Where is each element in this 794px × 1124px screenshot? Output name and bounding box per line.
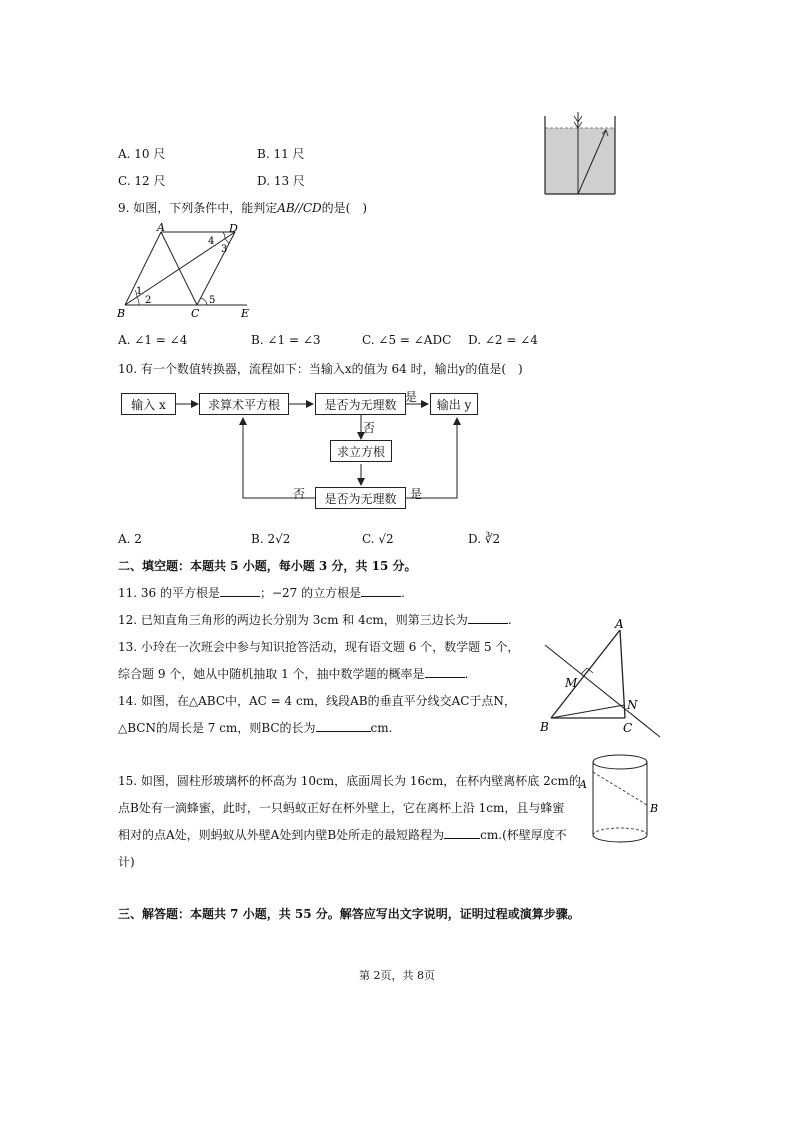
q12-part2: . xyxy=(507,613,512,627)
angle-arc-2 xyxy=(137,297,139,305)
flow-sqrt-box: 求算术平方根 xyxy=(199,393,289,415)
flow-input-box: 输入 x xyxy=(121,393,176,415)
q15-line3-end: cm.(杯壁厚度不 xyxy=(480,828,567,842)
label-angle-3: 3 xyxy=(221,244,228,255)
line-ab xyxy=(125,232,161,305)
angle-arc-4 xyxy=(223,232,225,239)
q9-option-d: D. ∠2 = ∠4 xyxy=(468,333,538,347)
q9-stem-suffix: 的是( ) xyxy=(321,201,368,215)
water-region xyxy=(545,128,615,194)
flow-yes-label-1: 是 xyxy=(405,390,418,404)
flow-yes-label-2: 是 xyxy=(410,487,423,501)
q14-triangle-figure xyxy=(535,615,670,740)
label-angle-4: 4 xyxy=(208,236,215,247)
label-a: A xyxy=(157,222,165,234)
page-footer: 第 2页，共 8页 xyxy=(359,969,435,982)
q15-line4: 计) xyxy=(118,855,135,869)
q14-line2-text: △BCN的周长是 7 cm，则BC的长为 xyxy=(118,721,316,735)
line-dc xyxy=(197,232,235,305)
q10-option-b: B. 2√2 xyxy=(251,532,291,546)
q9-parallelogram-figure xyxy=(115,222,255,318)
q13-line2-end: . xyxy=(464,667,469,681)
q11 xyxy=(118,584,405,601)
q11-part3: . xyxy=(401,586,405,600)
q9-option-b: B. ∠1 = ∠3 xyxy=(251,333,321,347)
label-c: C xyxy=(623,721,633,735)
q13-line2 xyxy=(118,665,468,682)
label-b: B xyxy=(117,307,126,318)
side-ab xyxy=(551,630,620,718)
q14-line1: 14. 如图，在△ABC中，AC = 4 cm，线段AB的垂直平分线交AC于点N， xyxy=(118,694,516,708)
q9-option-c: C. ∠5 = ∠ADC xyxy=(362,333,452,347)
label-angle-2: 2 xyxy=(145,295,152,306)
q11-part1: 11. 36 的平方根是 xyxy=(118,586,220,600)
section-3-title: 三、解答题：本题共 7 小题，共 55 分。解答应写出文字说明，证明过程或演算步骤。 xyxy=(118,907,580,921)
flow-irrational-box-1: 是否为无理数 xyxy=(315,393,406,415)
q9-stem xyxy=(118,199,367,216)
q12 xyxy=(118,611,512,628)
cylinder-bottom-back xyxy=(593,828,647,835)
q10-option-d: D. ∛2 xyxy=(468,532,501,546)
line-ac xyxy=(161,232,197,305)
q10-option-c: C. √2 xyxy=(362,532,394,546)
q13-line1: 13. 小玲在一次班会中参与知识抢答活动，现有语文题 6 个，数学题 5 个， xyxy=(118,640,520,654)
q15-blank xyxy=(444,828,480,839)
path-a-to-b xyxy=(593,772,647,805)
q8-option-d: D. 13 尺 xyxy=(257,174,305,188)
perpendicular-bisector xyxy=(545,645,660,737)
q11-blank-1 xyxy=(220,586,260,597)
q10-stem: 10. 有一个数值转换器，流程如下：当输入x的值为 64 时，输出y的值是( ) xyxy=(118,362,523,376)
q9-stem-prefix: 9. 如图，下列条件中，能判定 xyxy=(118,201,278,215)
q14-line2 xyxy=(118,719,392,736)
flow-irrational-box-2: 是否为无理数 xyxy=(315,487,406,509)
label-angle-1: 1 xyxy=(136,286,143,297)
segment-bn xyxy=(551,705,624,718)
cylinder-bottom-front xyxy=(593,835,647,842)
q11-part2: ；−27 的立方根是 xyxy=(259,586,362,600)
q15-line3 xyxy=(118,826,567,843)
q10-option-a: A. 2 xyxy=(118,532,142,546)
label-b: B xyxy=(650,802,659,815)
q13-line2-text: 综合题 9 个，她从中随机抽取 1 个，抽中数学题的概率是 xyxy=(118,667,425,681)
flow-no-label-1: 否 xyxy=(363,421,376,435)
q8-option-a: A. 10 尺 xyxy=(118,147,166,161)
label-n: N xyxy=(627,698,638,712)
q9-option-a: A. ∠1 = ∠4 xyxy=(118,333,188,347)
q15-cylinder-figure xyxy=(575,750,665,850)
q9-stem-math: AB//CD xyxy=(277,201,322,215)
q12-part1: 12. 已知直角三角形的两边长分别为 3cm 和 4cm，则第三边长为 xyxy=(118,613,468,627)
q14-blank xyxy=(316,721,371,732)
q8-option-c: C. 12 尺 xyxy=(118,174,166,188)
q11-blank-2 xyxy=(361,586,401,597)
flow-cbrt-box: 求立方根 xyxy=(330,440,392,462)
q15-line2: 点B处有一滴蜂蜜，此时，一只蚂蚁正好在杯外壁上，它在离杯上沿 1cm，且与蜂蜜 xyxy=(118,801,565,815)
label-b: B xyxy=(540,720,549,734)
flow-output-box: 输出 y xyxy=(430,393,478,415)
angle-arc-5 xyxy=(201,298,207,305)
label-m: M xyxy=(565,676,578,690)
label-c: C xyxy=(191,307,200,318)
label-a: A xyxy=(615,617,624,631)
q14-line2-end: cm. xyxy=(370,721,393,735)
q13-blank xyxy=(425,667,465,678)
q15-line1: 15. 如图，圆柱形玻璃杯的杯高为 10cm，底面周长为 16cm，在杯内壁离杯底 2cm的 xyxy=(118,774,581,788)
section-2-title: 二、填空题：本题共 5 小题，每小题 3 分，共 15 分。 xyxy=(118,559,417,573)
flow-no-label-2: 否 xyxy=(293,487,306,501)
q8-reed-figure xyxy=(540,108,620,198)
cylinder-top xyxy=(593,755,647,769)
label-a: A xyxy=(579,778,587,791)
label-e: E xyxy=(241,307,250,318)
q15-line3-text: 相对的点A处，则蚂蚁从外壁A处到内壁B处所走的最短路程为 xyxy=(118,828,445,842)
q8-option-b: B. 11 尺 xyxy=(257,147,305,161)
label-d: D xyxy=(229,222,238,235)
label-angle-5: 5 xyxy=(209,295,216,306)
q12-blank xyxy=(468,613,508,624)
